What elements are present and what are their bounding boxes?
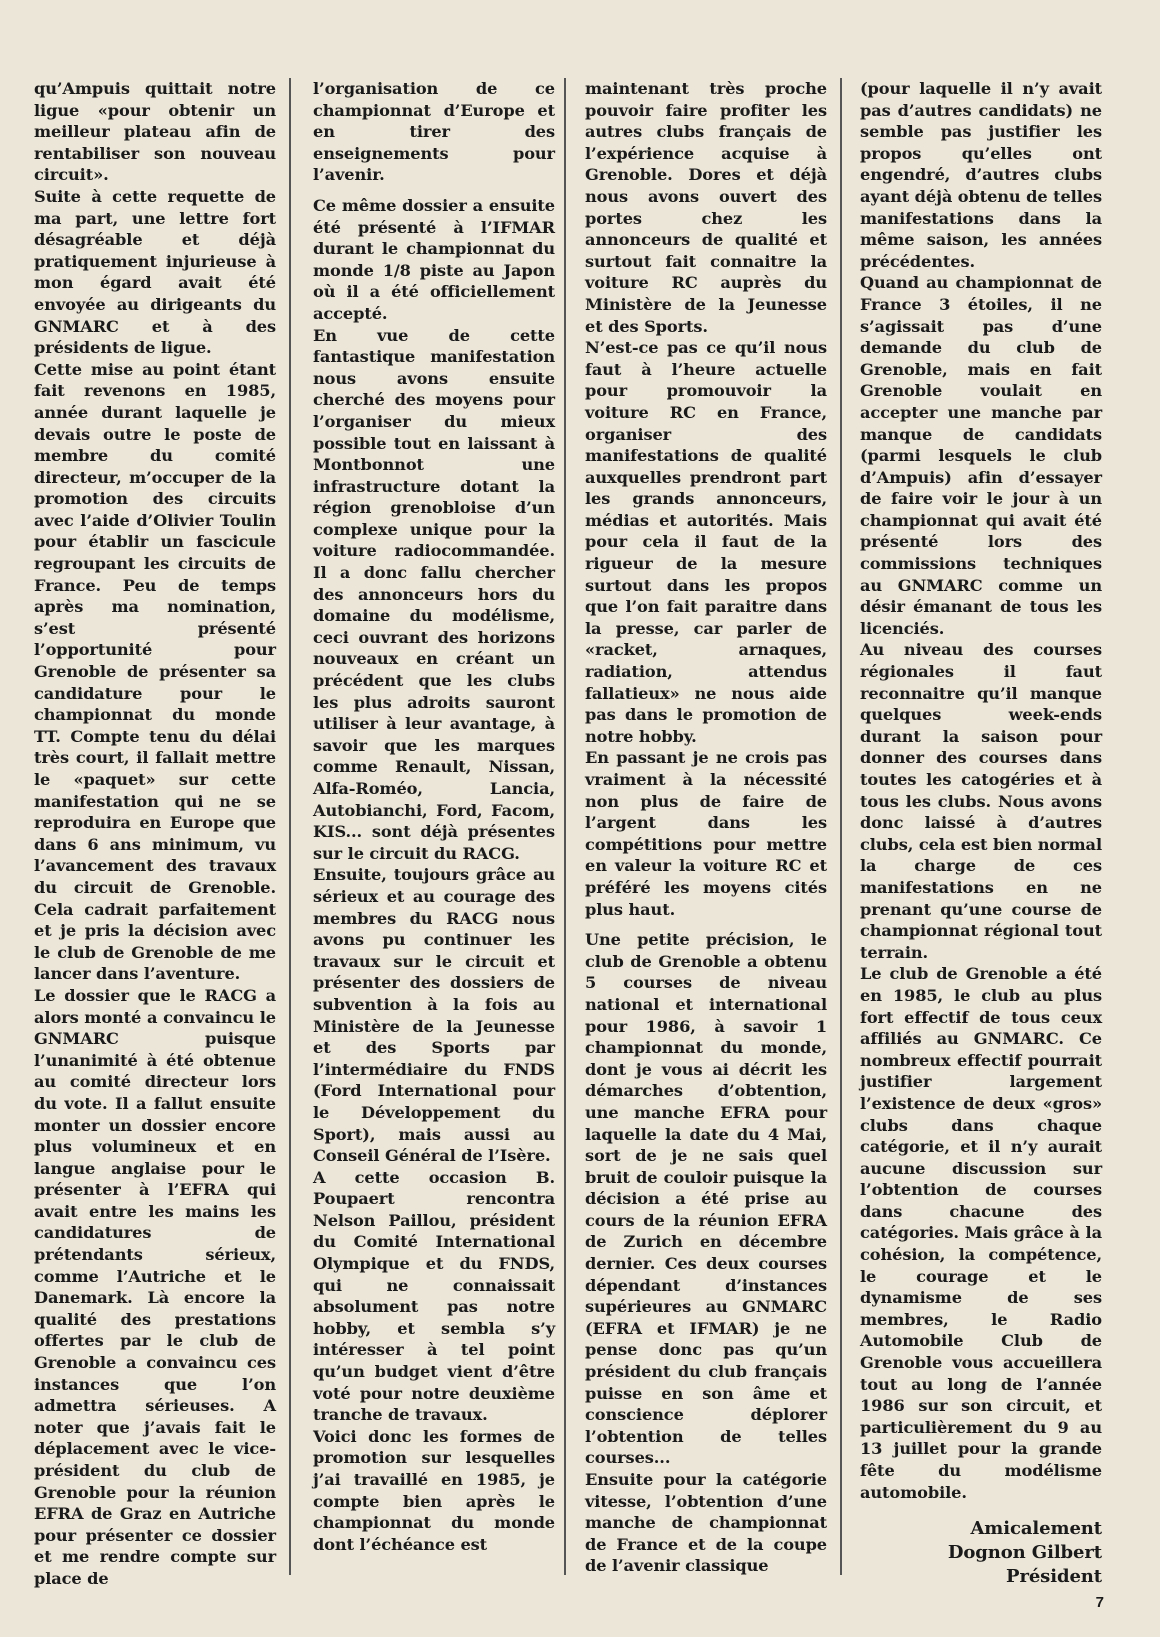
column-rule	[564, 78, 566, 1575]
paragraph: Ensuite pour la catégorie vitesse, l’obtention d’une manche de championnat de France et de la coupe de l’avenir classique	[585, 1470, 827, 1576]
signature-closing: Amicalement	[970, 1518, 1102, 1540]
text-column-1	[34, 78, 276, 1590]
paragraph: A cette occasion B. Poupaert rencontra Nelson Paillou, président du Comité International Olympique et du FNDS, qui ne connaissait absolument pas notre hobby, et sembla s’y intéresser à tel point qu’un budget vient d’être voté pour notre deuxième tranche de travaux.	[313, 1167, 555, 1425]
paragraph: Une petite précision, le club de Grenoble a obtenu 5 courses de niveau national et international pour 1986, à savoir 1 championnat du monde, dont je vous ai décrit les démarches d’obtention, une manche EFRA pour laquelle la date du 4 Mai, sort de je ne sais quel bruit de couloir puisque la décision a été prise au cours de la réunion EFRA de Zurich en décembre dernier. Ces deux courses dépendant d’instances supérieures au GNMARC (EFRA et IFMAR) je ne pense donc pas qu’un président du club français puisse en son âme et conscience déplorer l’obtention de telles courses...	[585, 930, 827, 1468]
paragraph: Voici donc les formes de promotion sur lesquelles j’ai travaillé en 1985, je compte bien après le championnat du monde dont l’échéance est	[313, 1426, 555, 1554]
signature-block	[860, 1517, 1102, 1589]
signature-name: Dognon Gilbert	[947, 1542, 1102, 1564]
paragraph: En vue de cette fantastique manifestation nous avons ensuite cherché des moyens pour l’organiser du mieux possible tout en laissant à Montbonnot une infrastructure dotant la région grenobloise d’un complexe unique pour la voiture radiocommandée. Il a donc fallu chercher des annonceurs hors du domaine du modélisme, ceci ouvrant des horizons nouveaux en créant un précédent que les clubs les plus adroits sauront utiliser à leur avantage, à savoir que les marques comme Renault, Nissan, Alfa-Roméo, Lancia, Autobianchi, Ford, Facom, KIS... sont déjà présentes sur le circuit du RACG.	[313, 325, 555, 863]
paragraph: Cette mise au point étant fait revenons en 1985, année durant laquelle je devais outre le poste de membre du comité directeur, m’occuper de la promotion des circuits avec l’aide d’Olivier Toulin pour établir un fascicule regroupant les circuits de France. Peu de temps après ma nomination, s’est présenté l’opportunité pour Grenoble de présenter sa candidature pour le championnat du monde TT. Compte tenu du délai très court, il fallait mettre le «paquet» sur cette manifestation qui ne se reproduira en Europe que dans 6 ans minimum, vu l’avancement des travaux du circuit de Grenoble. Cela cadrait parfaitement et je pris la décision avec le club de Grenoble de me lancer dans l’aventure.	[34, 359, 276, 984]
text-column-3	[585, 78, 827, 1577]
paragraph: En passant je ne crois pas vraiment à la nécessité non plus de faire de l’argent dans les compétitions pour mettre en valeur la voiture RC et préféré les moyens cités plus haut.	[585, 748, 827, 919]
page-number: 7	[1095, 1594, 1104, 1611]
paragraph: l’organisation de ce championnat d’Europe et en tirer des enseignements pour l’avenir.	[313, 79, 555, 185]
paragraph: qu’Ampuis quittait notre ligue «pour obtenir un meilleur plateau afin de rentabiliser son nouveau circuit».	[34, 79, 276, 185]
paragraph: Ce même dossier a ensuite été présenté à l’IFMAR durant le championnat du monde 1/8 piste au Japon où il a été officiellement accepté.	[313, 195, 555, 323]
paragraph: Au niveau des courses régionales il faut reconnaitre qu’il manque quelques week-ends durant la saison pour donner des courses dans toutes les catogéries et à tous les clubs. Nous avons donc laissé à d’autres clubs, cela est bien normal la charge de ces manifestations en ne prenant qu’une course de championnat régional tout terrain.	[860, 640, 1102, 962]
paragraph: N’est-ce pas ce qu’il nous faut à l’heure actuelle pour promouvoir la voiture RC en France, organiser des manifestations de qualité auxquelles prendront part les grands annonceurs, médias et autorités. Mais pour cela il faut de la rigueur de la mesure surtout dans les propos que l’on fait paraitre dans la presse, car parler de «racket, arnaques, radiation, attendus fallatieux» ne nous aide pas dans le promotion de notre hobby.	[585, 338, 827, 746]
paragraph: Le dossier que le RACG a alors monté a convaincu le GNMARC puisque l’unanimité à été obtenue au comité directeur lors du vote. Il a fallut ensuite monter un dossier encore plus volumineux et en langue anglaise pour le présenter à l’EFRA qui avait entre les mains les candidatures de prétendants sérieux, comme l’Autriche et le Danemark. Là encore la qualité des prestations offertes par le club de Grenoble a convaincu ces instances que l’on admettra sérieuses. A noter que j’avais fait le déplacement avec le vice-président du club de Grenoble pour la réunion EFRA de Graz en Autriche pour présenter ce dossier et me rendre compte sur place de	[34, 985, 276, 1588]
paragraph: Ensuite, toujours grâce au sérieux et au courage des membres du RACG nous avons pu continuer les travaux sur le circuit et présenter des dossiers de subvention à la fois au Ministère de la Jeunesse et des Sports par l’intermédiaire du FNDS (Ford International pour le Développement du Sport), mais aussi au Conseil Général de l’Isère.	[313, 865, 555, 1166]
paragraph: Quand au championnat de France 3 étoiles, il ne s’agissait pas d’une demande du club de Grenoble, mais en fait Grenoble voulait en accepter une manche par manque de candidats (parmi lesquels le club d’Ampuis) afin d’essayer de faire voir le jour à un championnat qui avait été présenté lors des commissions techniques au GNMARC comme un désir émanant de tous les licenciés.	[860, 273, 1102, 638]
text-column-2	[313, 78, 555, 1555]
signature-title: Président	[1006, 1566, 1102, 1588]
paragraph: Suite à cette requette de ma part, une lettre fort désagréable et déjà pratiquement injurieuse à mon égard avait été envoyée au dirigeants du GNMARC et à des présidents de ligue.	[34, 186, 276, 358]
paragraph: (pour laquelle il n’y avait pas d’autres candidats) ne semble pas justifier les propos qu’elles ont engendré, d’autres clubs ayant déjà obtenu de telles manifestations dans la même saison, les années précédentes.	[860, 79, 1102, 271]
column-rule	[840, 78, 842, 1575]
paragraph: Le club de Grenoble a été en 1985, le club au plus fort effectif de tous ceux affiliés au GNMARC. Ce nombreux effectif pourrait justifier largement l’existence de deux «gros» clubs dans chaque catégorie, et il n’y aurait aucune discussion sur l’obtention de courses dans chacune des catégories. Mais grâce à la cohésion, la compétence, le courage et le dynamisme de ses membres, le Radio Automobile Club de Grenoble vous accueillera tout au long de l’année 1986 sur son circuit, et particulièrement du 9 au 13 juillet pour la grande fête du modélisme automobile.	[860, 964, 1102, 1502]
column-rule	[289, 78, 291, 1575]
text-column-4	[860, 78, 1102, 1589]
paragraph: maintenant très proche pouvoir faire profiter les autres clubs français de l’expérience acquise à Grenoble. Dores et déjà nous avons ouvert des portes chez les annonceurs de qualité et surtout fait connaitre la voiture RC auprès du Ministère de la Jeunesse et des Sports.	[585, 79, 827, 336]
